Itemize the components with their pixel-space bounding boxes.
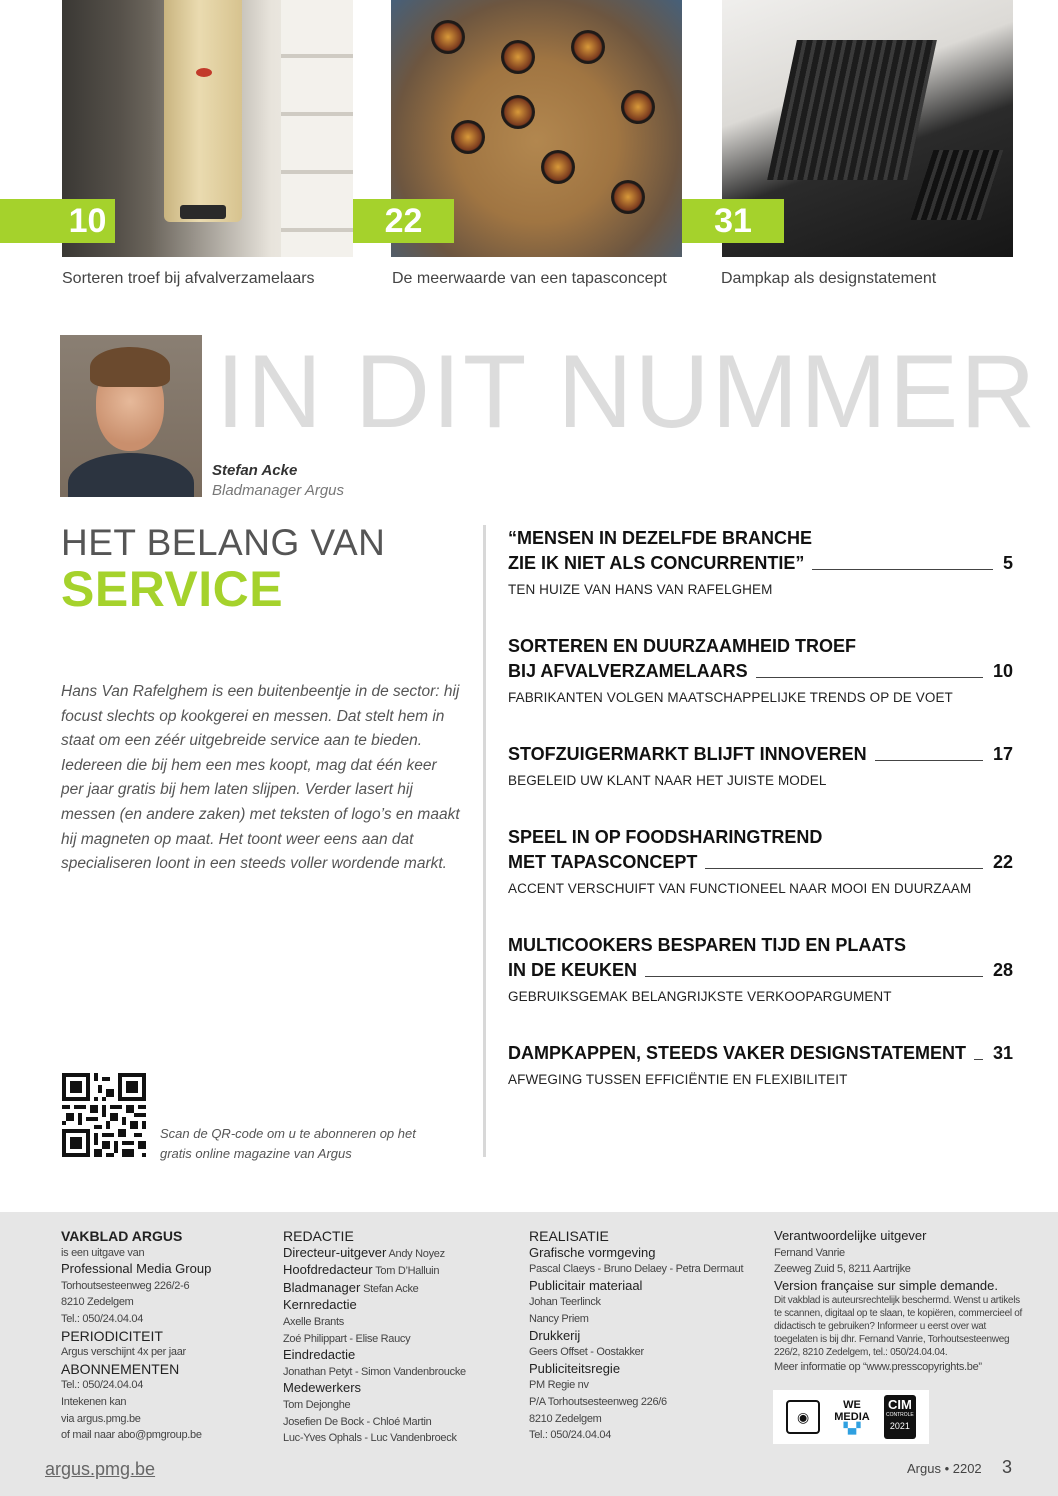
toc-title-line: SORTEREN EN DUURZAAMHEID TROEF <box>508 636 857 656</box>
toc-page-number: 22 <box>992 852 1013 872</box>
page-number: 3 <box>1002 1457 1013 1477</box>
website-link[interactable]: argus.pmg.be <box>45 1459 156 1479</box>
toc-title-line: STOFZUIGERMARKT BLIJFT INNOVEREN <box>508 744 867 764</box>
author-role: Bladmanager Argus <box>212 482 345 499</box>
toc-entry[interactable] <box>508 742 1013 788</box>
qr-code[interactable] <box>62 1073 146 1157</box>
toc-title-line: BIJ AFVALVERZAMELAARS <box>508 661 748 681</box>
feature-caption[interactable]: De meerwaarde van een tapasconcept <box>392 270 667 287</box>
toc-subtitle: BEGELEID UW KLANT NAAR HET JUISTE MODEL <box>508 773 827 788</box>
toc-title-line: MULTICOOKERS BESPAREN TIJD EN PLAATS <box>508 935 907 955</box>
toc-subtitle: ACCENT VERSCHUIFT VAN FUNCTIONEEL NAAR MOOI EN DUURZAAM <box>508 881 972 896</box>
column-divider <box>483 525 486 1157</box>
feature-caption[interactable]: Sorteren troef bij afvalverzamelaars <box>62 270 315 287</box>
toc-entry[interactable] <box>508 933 1013 1004</box>
toc-page-number: 31 <box>992 1043 1013 1063</box>
toc-entry[interactable] <box>508 634 1013 705</box>
copyright-icon: ◉ <box>786 1400 820 1434</box>
feature-caption[interactable]: Dampkap als designstatement <box>721 270 937 287</box>
wemedia-logo: WE MEDIA ▚▞ <box>834 1399 870 1435</box>
editorial-headline: SERVICE <box>61 561 284 617</box>
page-number-tag: 22 <box>353 199 454 243</box>
publisher-logos <box>773 1390 929 1444</box>
toc-title-line: DAMPKAPPEN, STEEDS VAKER DESIGNSTATEMENT <box>508 1043 967 1063</box>
author-name: Stefan Acke <box>212 462 298 479</box>
toc-page-number: 28 <box>992 960 1013 980</box>
qr-caption: Scan de QR-code om u te abonneren op het gratis online magazine van Argus <box>160 1126 416 1161</box>
toc-subtitle: TEN HUIZE VAN HANS VAN RAFELGHEM <box>508 582 773 597</box>
toc-title-line: SPEEL IN OP FOODSHARINGTREND <box>508 827 823 847</box>
toc-entry[interactable] <box>508 825 1013 896</box>
colophon-column: VAKBLAD ARGUS is een uitgave van Professional Media Group Torhoutsesteenweg 226/2-6 8210 Zedelgem Tel.: 050/24.04.04 PERIODICITEIT Argus verschijnt 4x per jaar ABONNEMENTEN Tel.: 050/24.04.04 Intekenen kan via argus.pmg.be of mail naar abo@pmgroup.be <box>61 1228 212 1442</box>
toc-page-number: 10 <box>992 661 1013 681</box>
editorial-kicker: HET BELANG VAN <box>61 522 386 563</box>
toc-title-line: ZIE IK NIET ALS CONCURRENTIE” <box>508 553 805 573</box>
toc-title-line: MET TAPASCONCEPT <box>508 852 698 872</box>
toc-title-line: IN DE KEUKEN <box>508 960 638 980</box>
toc-entry[interactable] <box>508 1041 1013 1087</box>
editorial-body: Hans Van Rafelghem is een buitenbeentje in de sector: hij focust slechts op kookgerei en messen. Dat stelt hem in staat om een zéér uitgebreide service aan te bieden. Iedereen die bij hem een mes koopt, mag dat één keer per jaar gratis bij hem laten slijpen. Verder lasert hij messen (en andere zaken) met teksten of logo’s en maakt hij magneten op maat. Het toont weer eens aan dat specialiseren loont in een steeds voller wordende markt. <box>61 683 460 873</box>
toc-subtitle: FABRIKANTEN VOLGEN MAATSCHAPPELIJKE TRENDS OP DE VOET <box>508 690 953 705</box>
page-number-tag: 10 <box>0 199 115 243</box>
page-number-tag: 31 <box>682 199 784 243</box>
author-photo <box>60 335 202 497</box>
toc-page-number: 5 <box>1002 553 1013 573</box>
issue-label: Argus • 2202 <box>907 1461 982 1476</box>
colophon-column: Verantwoordelijke uitgever Fernand Vanrie Zeeweg Zuid 5, 8211 Aartrijke Version française sur simple demande. Dit vakblad is auteursrechtelijk beschermd. Wenst u artikels te scannen, digitaal op te slaan, te kopiëren, commercieel of didactisch te gebruiken? Informeer u eerst over wat toegelaten is bij dhr. Fernand Vanrie, Torhoutsesteenweg 226/2, 8210 Zedelgem, tel.: 050/24.04.04. Meer informatie op “www.presscopyrights.be” <box>774 1228 1022 1374</box>
colophon-column: REALISATIE Grafische vormgeving Pascal Claeys - Bruno Delaey - Petra Dermaut Publicitair materiaal Johan Teerlinck Nancy Priem Drukkerij Geers Offset - Oostakker Publiciteitsregie PM Regie nv P/A Torhoutsesteenweg 226/6 8210 Zedelgem Tel.: 050/24.04.04 <box>529 1228 744 1442</box>
page-title: IN DIT NUMMER <box>216 334 1038 450</box>
toc-page-number: 17 <box>992 744 1013 764</box>
toc-subtitle: GEBRUIKSGEMAK BELANGRIJKSTE VERKOOPARGUMENT <box>508 989 892 1004</box>
cim-logo: CIM CONTROLE 2021 <box>884 1395 916 1439</box>
toc-subtitle: AFWEGING TUSSEN EFFICIËNTIE EN FLEXIBILITEIT <box>508 1072 848 1087</box>
colophon-column: REDACTIE Directeur-uitgever Andy Noyez Hoofdredacteur Tom D’Halluin Bladmanager Stefan Acke Kernredactie Axelle Brants Zoé Philippart - Elise Raucy Eindredactie Jonathan Petyt - Simon Vandenbroucke Medewerkers Tom Dejonghe Josefien De Bock - Chloé Martin Luc-Yves Ophals - Luc Vandenbroeck <box>283 1228 466 1445</box>
toc-entry[interactable] <box>508 526 1013 597</box>
toc-title-line: “MENSEN IN DEZELFDE BRANCHE <box>508 528 813 548</box>
